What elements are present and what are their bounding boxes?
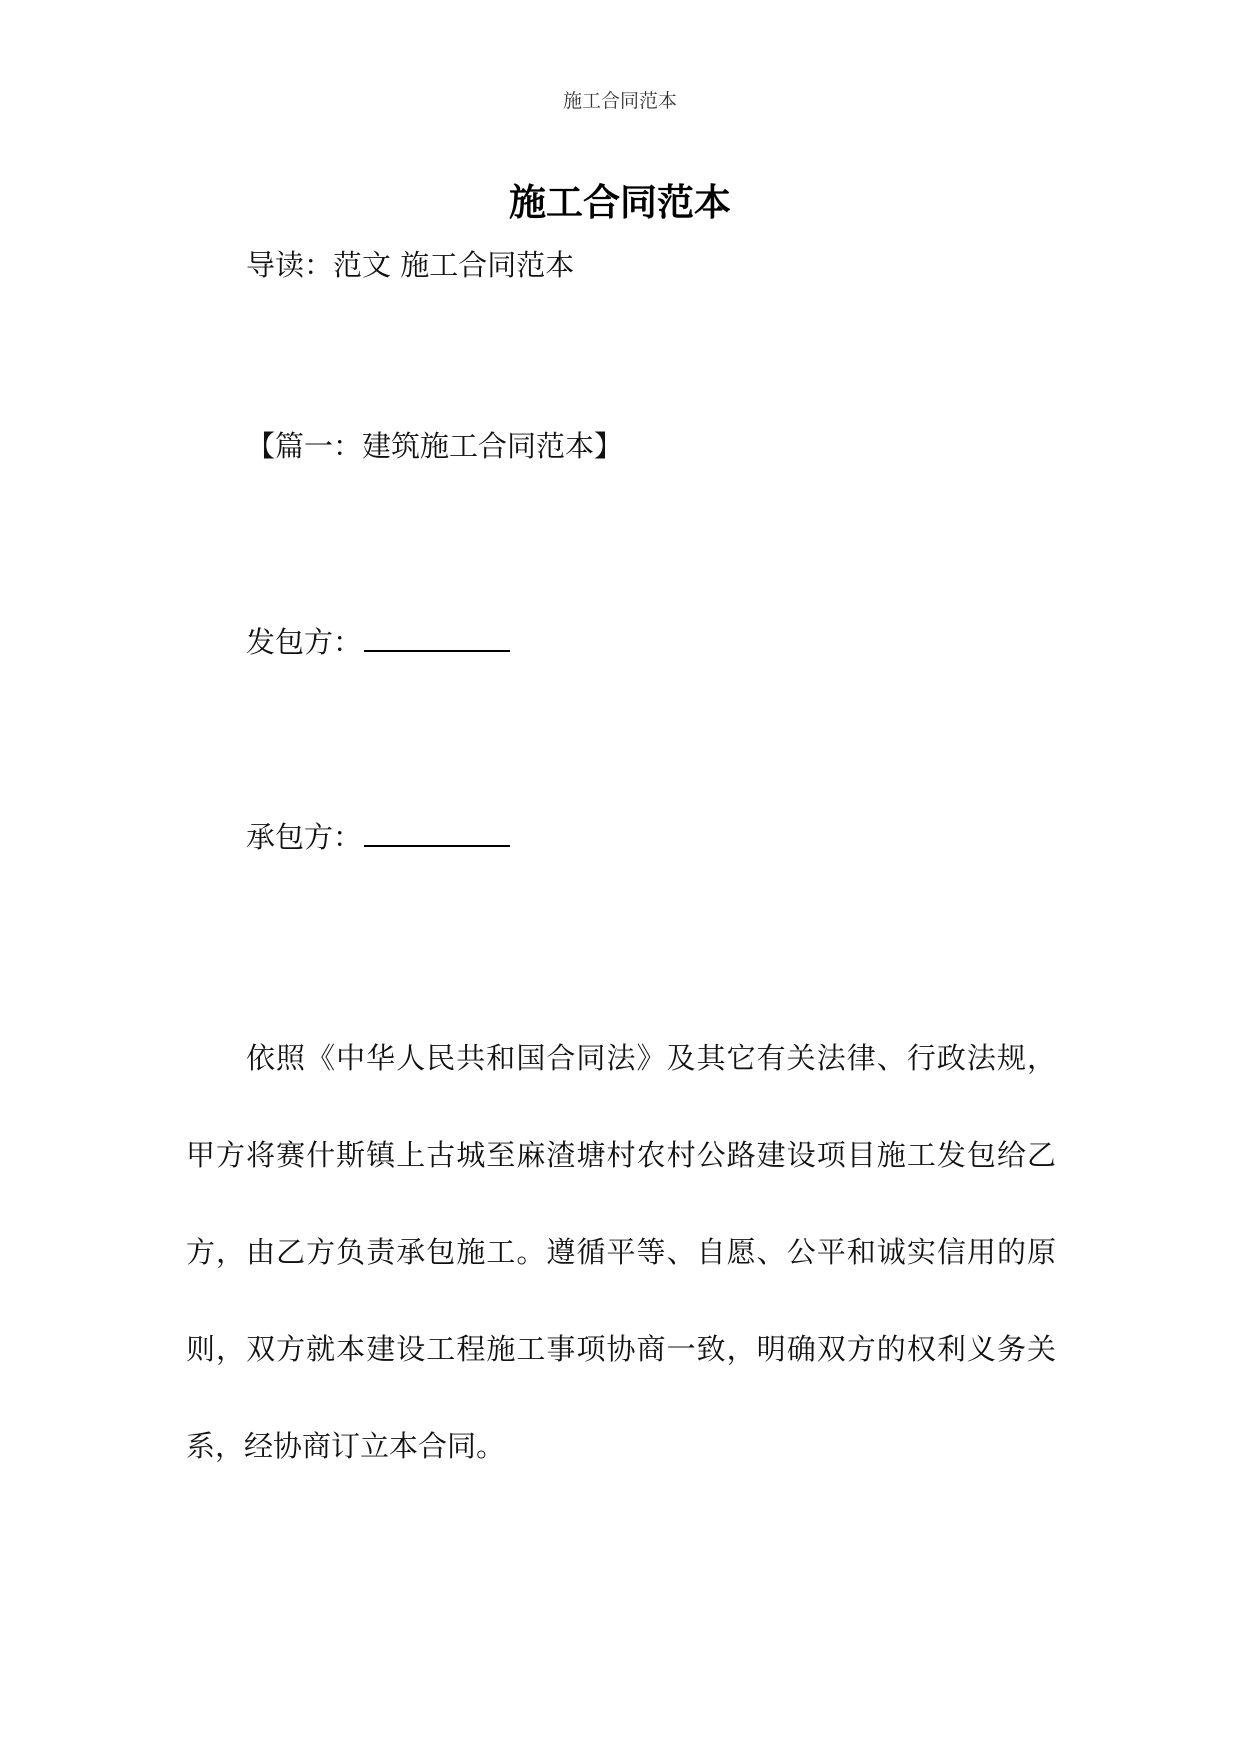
body-paragraph: 依照《中华人民共和国合同法》及其它有关法律、行政法规，甲方将赛什斯镇上古城至麻渣塘村农村公路建设项目施工发包给乙方，由乙方负责承包施工。遵循平等、自愿、公平和诚实信用的原则，双方就本建设工程施工事项协商一致，明确双方的权利义务关系，经协商订立本合同。	[186, 1041, 1056, 1463]
party-a-blank	[364, 622, 510, 652]
party-b-blank	[364, 817, 510, 847]
section-heading: 【篇一：建筑施工合同范本】	[246, 429, 624, 463]
running-header: 施工合同范本	[562, 90, 677, 112]
party-b-line	[246, 815, 510, 856]
party-a-label: 发包方：	[246, 625, 363, 659]
party-b-label: 承包方：	[246, 820, 363, 854]
document-title: 施工合同范本	[509, 180, 731, 224]
party-a-line	[246, 620, 510, 661]
intro-line: 导读：范文 施工合同范本	[246, 248, 575, 282]
